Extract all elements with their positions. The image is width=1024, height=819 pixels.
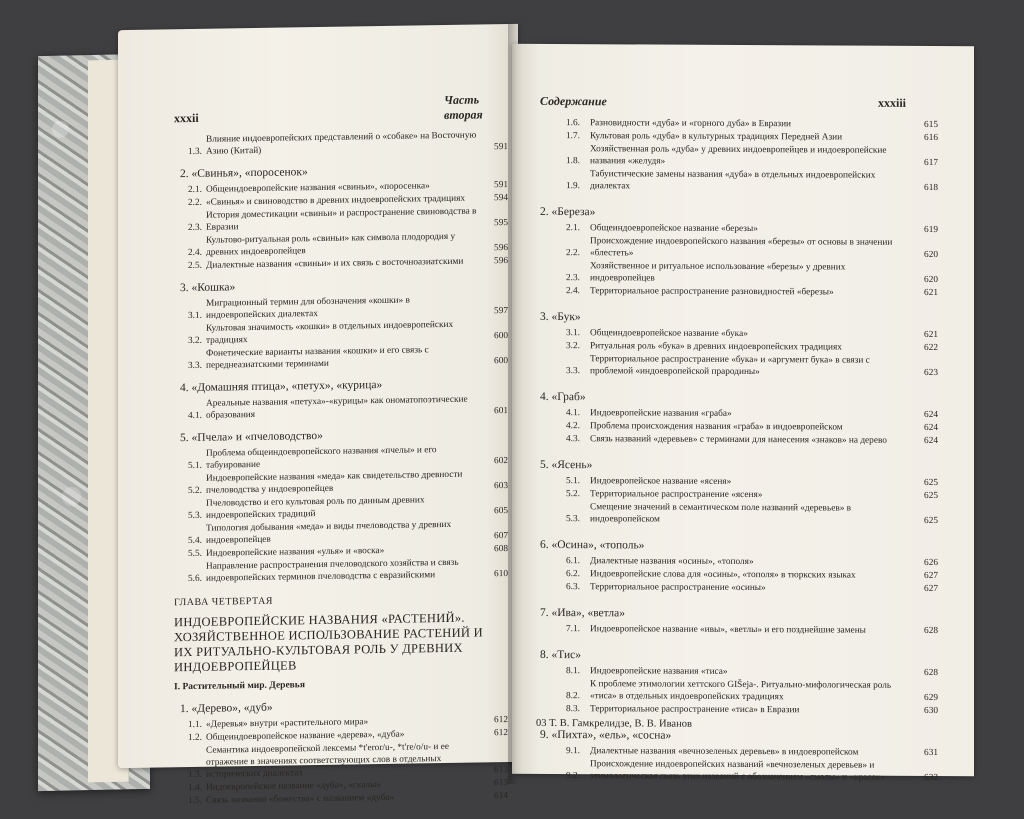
toc-section-heading: 2. «Свинья», «поросенок»	[180, 166, 308, 181]
toc-entry-title: Диалектные названия «осины», «тополя»	[590, 556, 754, 568]
toc-entry-number: 4.1.	[188, 410, 202, 422]
toc-entry	[566, 168, 938, 194]
toc-entry-page: 620	[924, 274, 938, 286]
toc-entry	[566, 117, 938, 131]
toc-entry-page: 627	[924, 583, 938, 595]
toc-entry-title: «Деревья» внутри «растительного мира»	[206, 717, 369, 730]
toc-entry	[566, 488, 938, 502]
toc-entry-number: 3.1.	[188, 310, 202, 322]
toc-entry-page: 632	[924, 772, 938, 784]
toc-entry	[188, 318, 508, 347]
toc-entry-page: 627	[924, 570, 938, 582]
toc-entry-title: Культовая значимость «кошки» в отдельных индоевропейских традициях	[206, 319, 454, 346]
toc-entry	[188, 129, 508, 158]
toc-section-heading: 8. «Тис»	[540, 648, 581, 662]
toc-entry-title: Ритуальная роль «бука» в древних индоевропейских традициях	[590, 341, 842, 353]
toc-entry	[188, 230, 508, 259]
left-toc	[174, 128, 508, 808]
toc-entry-page: 602	[494, 456, 508, 467]
toc-section-heading: 5. «Пчела» и «пчеловодство»	[180, 429, 323, 445]
toc-entry-number: 1.7.	[566, 131, 580, 142]
toc-entry-title: Хозяйственное и ритуальное использование «березы» у древних индоевропейцев	[590, 261, 846, 284]
toc-entry-page: 625	[924, 515, 938, 527]
toc-entry	[188, 468, 508, 497]
toc-entry-number: 8.3.	[566, 704, 580, 715]
toc-entry-title: Культовая роль «дуба» в культурных традициях Передней Азии	[590, 131, 843, 143]
toc-entry-page: 619	[924, 224, 938, 236]
toc-entry-number: 4.2.	[566, 421, 580, 432]
toc-entry	[566, 407, 938, 421]
toc-entry-title: Индоевропейские названия «меда» как свидетельство древности пчеловодства у индоевропейцев	[206, 469, 463, 496]
toc-entry-title: Индоевропейские слова для «осины», «тополя» в тюркских языках	[590, 569, 856, 581]
toc-entry-page: 596	[494, 256, 508, 267]
toc-entry-title: Миграционный термин для обозначения «кошки» в индоевропейских диалектах	[206, 295, 410, 321]
toc-entry-title: Индоевропейское название «ивы», «ветлы» и его позднейшие замены	[590, 624, 866, 636]
toc-entry-number: 1.3.	[188, 769, 202, 781]
toc-entry-page: 591	[494, 180, 508, 191]
toc-entry	[566, 433, 938, 447]
toc-entry-title: Влияние индоевропейских представлений о «собаке» на Восточную Азию (Китай)	[206, 130, 477, 157]
toc-entry-title: Фонетические варианты названия «кошки» и его связь с переднеазиатскими терминами	[206, 345, 429, 371]
toc-entry-page: 600	[494, 331, 508, 342]
toc-entry-title: Общеиндоевропейское название «дерева», «дуба»	[206, 729, 405, 743]
toc-entry-page: 618	[924, 182, 938, 194]
right-page	[512, 44, 974, 784]
toc-entry	[566, 758, 938, 784]
toc-entry-number: 3.2.	[566, 341, 580, 352]
toc-section-heading: 3. «Кошка»	[180, 281, 236, 295]
toc-entry-title: Культово-ритуальная роль «свиньи» как символа плодородия у древних индоевропейцев	[206, 231, 456, 258]
toc-entry-page: 624	[924, 422, 938, 434]
toc-entry-number: 8.2.	[566, 691, 580, 702]
toc-entry-number: 1.8.	[566, 156, 580, 167]
toc-entry-number: 7.1.	[566, 624, 580, 635]
toc-entry-title: «Свинья» и свиноводство в древних индоевропейских традициях	[206, 193, 466, 208]
toc-entry-page: 625	[924, 477, 938, 489]
toc-section-heading: 4. «Домашняя птица», «петух», «курица»	[180, 378, 383, 395]
toc-entry-title: Территориальное распространение «бука» и «аргумент бука» в связи с проблемой «индоевропейской прародины»	[590, 354, 870, 378]
toc-entry-page: 631	[924, 747, 938, 759]
toc-entry-number: 5.4.	[188, 535, 202, 547]
toc-section-heading: 6. «Осина», «тополь»	[540, 538, 645, 552]
toc-section-heading: 4. «Граб»	[540, 390, 586, 404]
toc-entry-title: Связь названий «деревьев» с терминами для нанесения «знаков» на дерево	[590, 434, 887, 446]
toc-entry-number: 3.1.	[566, 328, 580, 339]
left-running-head: Часть вторая	[444, 92, 483, 123]
toc-entry-page: 628	[924, 667, 938, 679]
toc-entry-number: 1.1.	[188, 719, 202, 731]
toc-entry-title: Семантика индоевропейской лексемы *t'eror/u-, *t're/o/u- и ее отражение в значениях соответствующих слов в отдельных исторических диалектах	[206, 741, 449, 780]
toc-entry	[566, 235, 938, 261]
toc-entry-page: 616	[924, 132, 938, 144]
toc-entry-number: 3.2.	[188, 335, 202, 347]
toc-entry-page: 625	[924, 490, 938, 502]
toc-entry	[188, 740, 508, 781]
toc-entry	[188, 493, 508, 522]
toc-entry-number: 2.5.	[188, 260, 202, 272]
toc-entry	[566, 260, 938, 286]
left-page-number: xxxii	[174, 110, 199, 126]
toc-section-heading: 5. «Ясень»	[540, 458, 593, 472]
toc-entry-number: 5.2.	[188, 485, 202, 497]
toc-entry-page: 613	[494, 765, 508, 776]
toc-entry-page: 621	[924, 329, 938, 341]
toc-entry	[566, 327, 938, 341]
toc-entry	[188, 343, 508, 372]
toc-entry-number: 1.5.	[188, 795, 202, 807]
toc-entry-title: Пчеловодство и его культовая роль по данным древних индоевропейских традиций	[206, 495, 425, 521]
toc-entry-number: 1.6.	[566, 118, 580, 129]
toc-entry-page: 596	[494, 243, 508, 254]
toc-entry-number: 5.3.	[566, 514, 580, 525]
toc-entry-title: Ареальные названия «петуха»-«курицы» как ономатопоэтические образования	[206, 394, 468, 421]
toc-entry	[566, 568, 938, 582]
toc-entry-page: 600	[494, 356, 508, 367]
toc-entry-number: 8.1.	[566, 666, 580, 677]
toc-section-heading: 2. «Береза»	[540, 205, 596, 219]
toc-entry-title: Направление распространения пчеловодского хозяйства и связь индоевропейских терминов пчеловодства с евразийскими	[206, 557, 459, 584]
toc-entry-number: 9.2.	[566, 771, 580, 782]
toc-entry-number: 2.4.	[566, 286, 580, 297]
toc-entry	[566, 353, 938, 379]
toc-entry-title: Проблема общеиндоевропейского названия «пчелы» и его табуирование	[206, 445, 437, 471]
right-toc	[540, 116, 938, 785]
toc-entry	[566, 665, 938, 679]
right-toc-entries	[540, 117, 938, 784]
toc-entry	[188, 205, 508, 234]
toc-entry-page: 605	[494, 506, 508, 517]
toc-entry	[566, 475, 938, 489]
chapter-title: ИНДОЕВРОПЕЙСКИЕ НАЗВАНИЯ «РАСТЕНИЙ». ХОЗЯЙСТВЕННОЕ ИСПОЛЬЗОВАНИЕ РАСТЕНИЙ И ИХ РИТУАЛЬНО-КУЛЬТОВАЯ РОЛЬ У ДРЕВНИХ ИНДОЕВРОПЕЙЦЕВ	[174, 610, 484, 675]
left-toc-entries-2	[174, 698, 508, 807]
toc-entry-title: Индоевропейские названия «тиса»	[590, 666, 728, 677]
toc-entry-title: Территориальное распространение «тиса» в Евразии	[590, 704, 800, 716]
toc-entry-number: 1.2.	[188, 732, 202, 744]
toc-entry-number: 2.3.	[188, 222, 202, 234]
toc-entry	[566, 703, 938, 717]
toc-entry-title: Территориальное распространение «ясеня»	[590, 489, 763, 501]
right-running-head: Содержание	[540, 93, 607, 109]
toc-entry	[566, 555, 938, 569]
toc-entry-title: Происхождение индоевропейских названий «вечнозеленых деревьев» и этимологическая связь этих названий с обозначением «смолы» и «красок»	[590, 759, 886, 783]
toc-entry	[566, 340, 938, 354]
toc-entry-title: Общеиндоевропейское название «бука»	[590, 328, 748, 340]
toc-entry-page: 597	[494, 306, 508, 317]
chapter-label: ГЛАВА ЧЕТВЕРТАЯ	[174, 595, 273, 609]
toc-entry-title: Связь названия «божества» с названием «дуба»	[206, 792, 395, 806]
toc-section-heading: 1. «Дерево», «дуб»	[180, 701, 273, 716]
toc-entry-title: Общеиндоевропейские названия «свиньи», «поросенка»	[206, 181, 430, 195]
toc-entry-title: Табуистические замены названия «дуба» в отдельных индоевропейских диалектах	[590, 169, 876, 192]
toc-entry-page: 607	[494, 531, 508, 542]
toc-entry-number: 4.1.	[566, 408, 580, 419]
toc-entry	[566, 143, 938, 169]
left-page	[118, 24, 518, 807]
toc-entry-number: 5.5.	[188, 548, 202, 560]
toc-entry-number: 3.3.	[566, 366, 580, 377]
toc-entry-number: 5.2.	[566, 489, 580, 500]
toc-entry-number: 5.6.	[188, 573, 202, 585]
toc-entry-title: История доместикации «свиньи» и распространение свиноводства в Евразии	[206, 206, 477, 233]
toc-entry-number: 3.3.	[188, 360, 202, 372]
toc-entry-title: Хозяйственная роль «дуба» у древних индоевропейцев и индоевропейские названия «желудя»	[590, 144, 887, 167]
toc-entry-title: Диалектные названия «свиньи» и их связь с восточноазиатскими	[206, 256, 464, 271]
toc-entry-page: 623	[924, 367, 938, 379]
toc-entry	[566, 623, 938, 637]
toc-entry	[188, 443, 508, 472]
toc-entry-number: 1.3.	[188, 146, 202, 158]
toc-entry-title: Индоевропейское название «дуба», «скалы»	[206, 780, 381, 793]
toc-entry-page: 624	[924, 409, 938, 421]
toc-entry-page: 601	[494, 406, 508, 417]
right-page-number: xxxiii	[878, 95, 907, 110]
toc-entry-title: Разновидности «дуба» и «горного дуба» в Евразии	[590, 118, 792, 130]
toc-entry-number: 2.4.	[188, 247, 202, 259]
toc-entry-number: 6.2.	[566, 569, 580, 580]
toc-entry-title: Индоевропейское название «ясеня»	[590, 476, 732, 487]
toc-entry-title: Диалектные названия «вечнозеленых деревьев» в индоевропейском	[590, 746, 859, 758]
toc-section-heading: 3. «Бук»	[540, 310, 581, 324]
toc-entry-number: 4.3.	[566, 434, 580, 445]
toc-entry	[566, 285, 938, 299]
toc-entry-title: Смещение значений в семантическом поле названий «деревьев» в индоевропейском	[590, 502, 852, 525]
toc-entry-page: 620	[924, 249, 938, 261]
toc-entry-title: Территориальное распространение «осины»	[590, 582, 766, 594]
toc-entry-page: 621	[924, 287, 938, 299]
toc-entry-number: 1.9.	[566, 181, 580, 192]
toc-entry-page: 624	[924, 435, 938, 447]
toc-entry-page: 614	[494, 791, 508, 802]
toc-entry	[566, 501, 938, 527]
toc-entry-page: 610	[494, 569, 508, 580]
toc-entry-number: 2.2.	[566, 248, 580, 259]
toc-entry-page: 612	[494, 715, 508, 726]
toc-entry-number: 1.4.	[188, 782, 202, 794]
toc-entry-title: Происхождение индоевропейского названия «березы» от основы в значении «блестеть»	[590, 236, 893, 259]
toc-entry-title: Территориальное распространение разновидностей «березы»	[590, 286, 834, 298]
toc-entry-page: 591	[494, 142, 508, 153]
toc-entry	[188, 518, 508, 547]
toc-entry-title: Проблема происхождения названия «граба» в индоевропейском	[590, 421, 843, 433]
toc-entry-page: 612	[494, 728, 508, 739]
toc-entry-page: 628	[924, 625, 938, 637]
toc-entry	[566, 222, 938, 236]
toc-entry-page: 629	[924, 692, 938, 704]
toc-section-heading: 9. «Пихта», «ель», «сосна»	[540, 728, 672, 742]
toc-entry	[566, 678, 938, 704]
toc-entry-number: 6.1.	[566, 556, 580, 567]
toc-entry-page: 594	[494, 193, 508, 204]
toc-entry-number: 2.2.	[188, 197, 202, 209]
toc-entry-number: 2.1.	[566, 223, 580, 234]
toc-entry-title: Типология добывания «меда» и виды пчеловодства у древних индоевропейцев	[206, 519, 452, 546]
toc-entry-page: 603	[494, 481, 508, 492]
left-toc-entries	[174, 129, 508, 585]
toc-entry-page: 613	[494, 778, 508, 789]
toc-entry-page: 617	[924, 157, 938, 169]
toc-entry-number: 6.3.	[566, 582, 580, 593]
toc-entry	[566, 745, 938, 759]
toc-entry	[188, 293, 508, 322]
toc-entry-number: 9.1.	[566, 746, 580, 757]
toc-entry-page: 622	[924, 342, 938, 354]
toc-entry	[188, 556, 508, 585]
toc-entry-number: 5.3.	[188, 510, 202, 522]
toc-entry	[566, 130, 938, 144]
book-gutter-shadow	[508, 24, 522, 784]
toc-entry-number: 5.1.	[566, 476, 580, 487]
toc-entry	[566, 581, 938, 595]
toc-entry-number: 2.3.	[566, 273, 580, 284]
toc-entry-page: 626	[924, 557, 938, 569]
toc-entry-page: 615	[924, 119, 938, 131]
toc-entry-title: Общеиндоевропейское название «березы»	[590, 223, 758, 235]
toc-entry	[188, 393, 508, 422]
toc-section-heading: 7. «Ива», «ветла»	[540, 606, 625, 620]
toc-entry-title: К проблеме этимологии хеттского GIŠeja-. Ритуально-мифологическая роль «тиса» в отдельных индоевропейских традициях	[590, 679, 892, 703]
toc-entry-page: 608	[494, 544, 508, 555]
toc-entry-number: 5.1.	[188, 460, 202, 472]
toc-entry-title: Индоевропейские названия «улья» и «воска»	[206, 545, 385, 559]
page-footer: 03 Т. В. Гамкрелидзе, В. В. Иванов	[536, 717, 692, 730]
toc-entry-number: 2.1.	[188, 184, 202, 196]
toc-entry-title: Индоевропейские названия «граба»	[590, 408, 732, 419]
toc-entry	[566, 420, 938, 434]
part-heading: I. Растительный мир. Деревья	[174, 680, 305, 693]
toc-entry-page: 595	[494, 218, 508, 229]
toc-entry-page: 630	[924, 705, 938, 717]
